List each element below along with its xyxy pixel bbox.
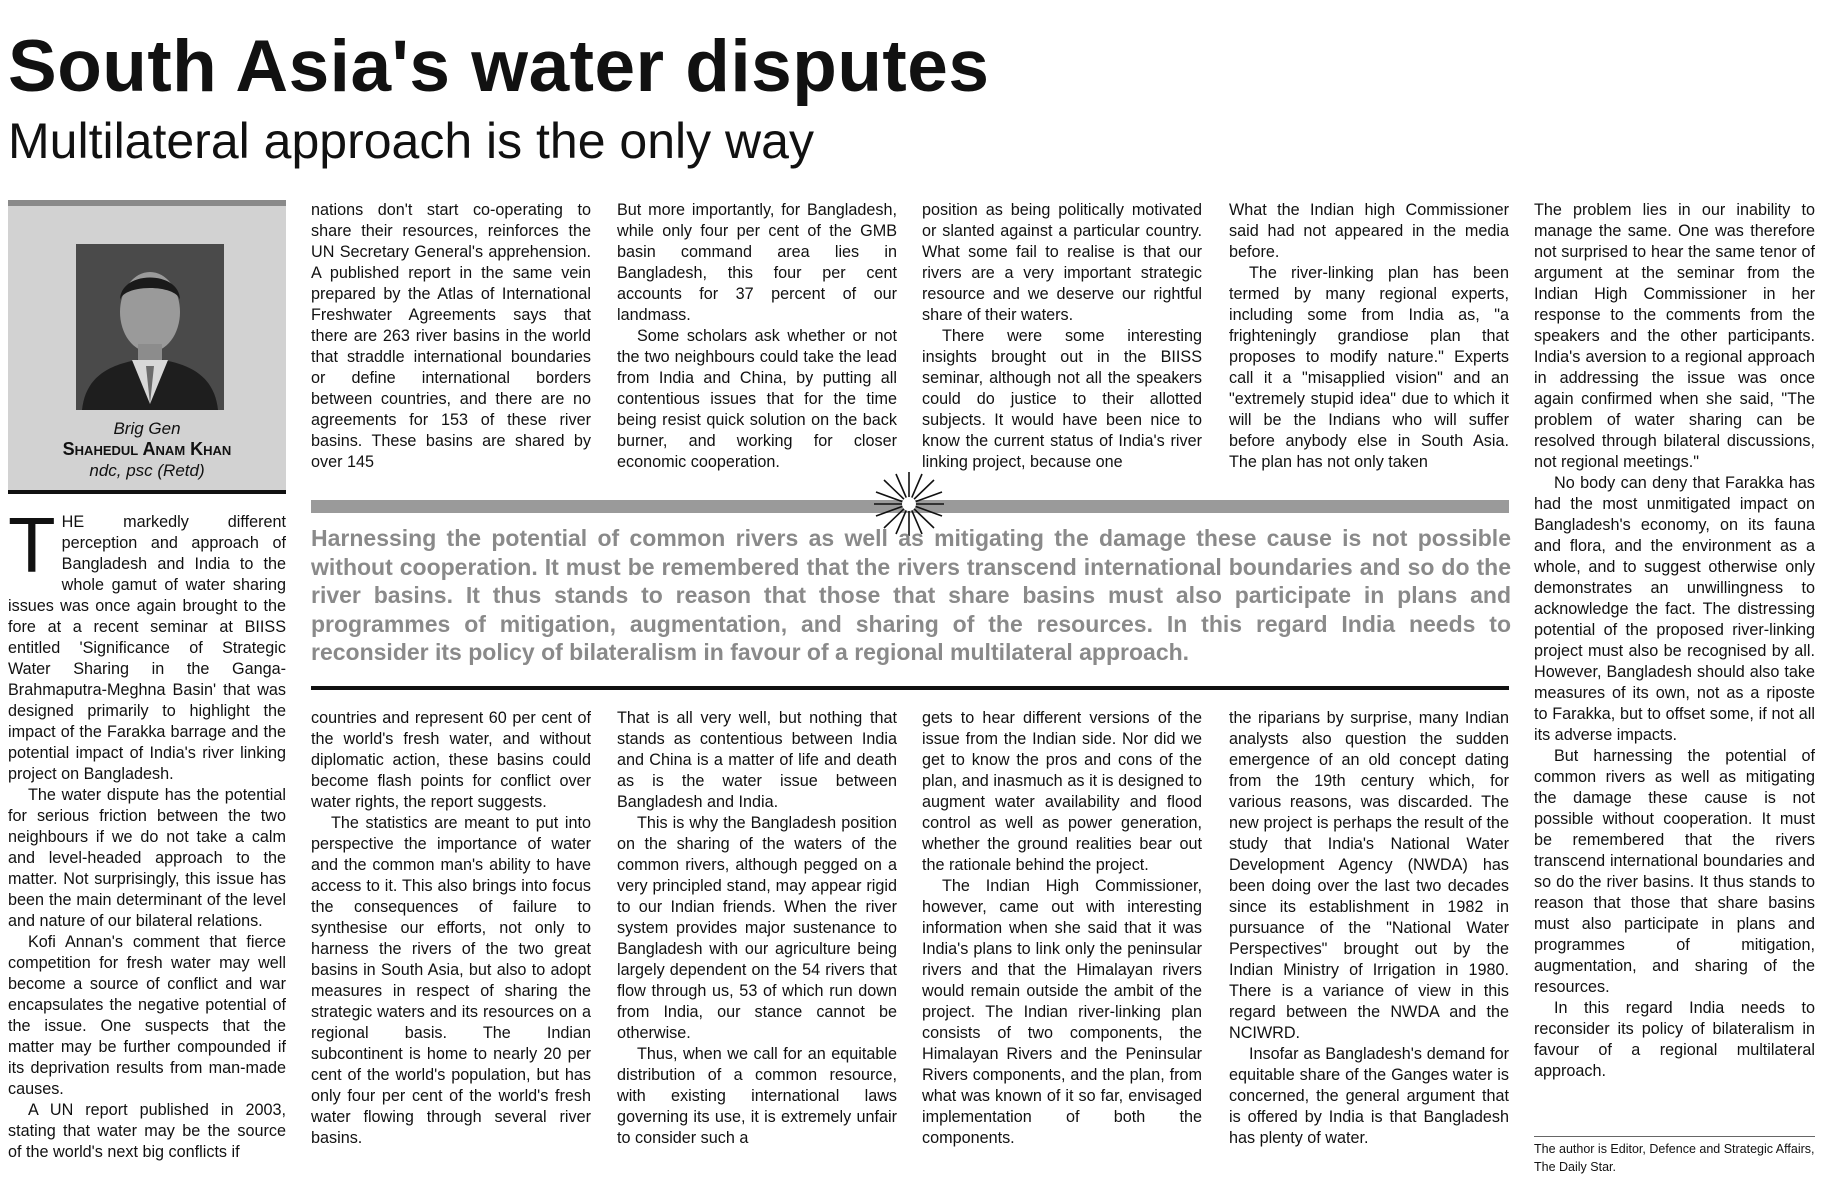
paragraph: In this regard India needs to reconsider its policy of bilateralism in favour of a regional multilateral approach. [1534, 999, 1815, 1080]
subheadline: Multilateral approach is the only way [8, 113, 814, 169]
paragraph: countries and represent 60 per cent of the world's fresh water, and without diplomatic action, these basins could become flash points for conflict over water rights, the report suggests. [311, 709, 591, 811]
paragraph: the riparians by surprise, many Indian analysts also question the sudden emergence of an old concept dating from the 19th century which, for various reasons, was discarded. The new project is perhaps the result of the study that India's National Water Development Agency (NWDA) has been doing over the last two decades since its establishment in 1982 in pursuance of the "National Water Perspectives" brought out by the Indian Ministry of Irrigation in 1980. There is a variance of view in this regard between the NWDA and the NCIWRD. [1229, 709, 1509, 1042]
column-6 [1534, 200, 1815, 1132]
paragraph: But harnessing the potential of common rivers as well as mitigating the damage these cause is not possible without cooperation. It must be remembered that the rivers transcend international boundaries and so do the river basins. It thus stands to reason that those that share basins must also participate in plans and programmes of mitigation, augmentation, and sharing of the resources. [1534, 747, 1815, 996]
paragraph: The river-linking plan has been termed by many regional experts, including some from India as, "a frighteningly grandiose plan that proposes to modify nature." Experts call it a "misapplied vision" and an "extremely stupid idea" due to which it will be the Indians who will suffer before anybody else in South Asia. The plan has not only taken [1229, 264, 1509, 471]
column-1 [8, 512, 286, 1174]
column-4-bottom [922, 708, 1202, 1172]
byline [8, 418, 286, 481]
paragraph: What the Indian high Commissioner said had not appeared in the media before. [1229, 201, 1509, 261]
author-box-rule [8, 490, 286, 494]
paragraph: Kofi Annan's comment that fierce competition for fresh water may well become a source of conflict and war encapsulates the negative potential of the issue. One suspects that the matter may be further compounded if its deprivation results from man-made causes. [8, 933, 286, 1098]
paragraph: nations don't start co-operating to share their resources, reinforces the UN Secretary General's apprehension. A published report in the same vein prepared by the Atlas of International Freshwater Agreements says that there are 263 river basins in the world that straddle international boundaries or define international borders between countries, and there are no agreements for 153 of these river basins. These basins are shared by over 145 [311, 201, 591, 471]
column-3-top [617, 200, 897, 472]
author-name: Shahedul Anam Khan [62, 439, 232, 459]
paragraph: But more importantly, for Bangladesh, while only four per cent of the GMB basin command area lies in Bangladesh, this four per cent accounts for 37 percent of our landmass. [617, 201, 897, 324]
paragraph: The Indian High Commissioner, however, came out with interesting information when she said that it was India's plans to link only the peninsular rivers and that the Himalayan rivers would remain outside the ambit of the project. The Indian river-linking plan consists of two components, the Himalayan Rivers and the Peninsular Rivers components, and the plan, from what was known of it so far, envisaged implementation of both the components. [922, 877, 1202, 1147]
headline: South Asia's water disputes [8, 26, 990, 107]
paragraph: A UN report published in 2003, stating that water may be the source of the world's next big conflicts if [8, 1101, 286, 1161]
column-5-top [1229, 200, 1509, 472]
paragraph: There were some interesting insights brought out in the BIISS seminar, although not all the speakers could do justice to their allotted subjects. It would have been nice to know the current status of India's river linking project, because one [922, 327, 1202, 471]
pullquote: Harnessing the potential of common rivers as well as mitigating the damage these cause is not possible without cooperation. It must be remembered that the rivers transcend international boundaries and so do the river basins. It thus stands to reason that those that share basins must also participate in plans and programmes of mitigation, augmentation, and sharing of the resources. In this regard India needs to reconsider its policy of bilateralism in favour of a regional multilateral approach. [311, 525, 1511, 665]
drop-cap: T [8, 512, 56, 589]
column-2-top [311, 200, 591, 472]
author-photo [76, 244, 224, 410]
column-3-bottom [617, 708, 897, 1172]
paragraph: The water dispute has the potential for serious friction between the two neighbours if we do not take a calm and level-headed approach to the matter. Not surprisingly, this issue has been the main determinant of the level and nature of our bilateral relations. [8, 786, 286, 930]
paragraph: No body can deny that Farakka has had the most unmitigated impact on Bangladesh's economy, on its fauna and flora, and the environment as a whole, and to suggest otherwise only demonstrates an unwillingness to acknowledge the fact. The distressing potential of the proposed river-linking project must also be recognised by all. However, Bangladesh should also take measures of its own, not as a riposte to Farakka, but to offset some, if not all its adverse impacts. [1534, 474, 1815, 744]
paragraph [8, 512, 286, 785]
paragraph: The problem lies in our inability to manage the same. One was therefore not surprised to hear the same tenor of argument at the seminar from the Indian High Commissioner in her response to the comments from the speakers and the other participants. India's aversion to a regional approach in addressing the issue was once again confirmed when she said, "The problem of water sharing can be resolved through bilateral discussions, not regional meetings." [1534, 201, 1815, 471]
paragraph: That is all very well, but nothing that stands as contentious between India and China is a matter of life and death as is the water issue between Bangladesh and India. [617, 709, 897, 811]
column-2-bottom [311, 708, 591, 1172]
paragraph: position as being politically motivated or slanted against a particular country. What some fail to realise is that our rivers are a very important strategic resource and we deserve our rightful share of their waters. [922, 201, 1202, 324]
paragraph: The statistics are meant to put into perspective the importance of water and the common man's ability to have access to it. This also brings into focus the consequences of failure to synthesise our efforts, not only to harness the rivers of the two great basins in South Asia, but also to adopt measures in respect of sharing the strategic waters and its resources on a regional basis. The Indian subcontinent is home to nearly 20 per cent of the world's population, but has only four per cent of the world's fresh water flowing through several river basins. [311, 814, 591, 1147]
author-postnominals: ndc, psc (Retd) [89, 461, 205, 480]
author-box [8, 200, 286, 494]
paragraph: Insofar as Bangladesh's demand for equitable share of the Ganges water is concerned, the general argument that is offered by India is that Bangladesh has plenty of water. [1229, 1045, 1509, 1147]
paragraph: Thus, when we call for an equitable distribution of a common resource, with existing international laws governing its use, it is extremely unfair to consider such a [617, 1045, 897, 1147]
author-footnote: The author is Editor, Defence and Strategic Affairs, The Daily Star. [1534, 1142, 1815, 1174]
paragraph: This is why the Bangladesh position on the sharing of the waters of the common rivers, although pegged on a very principled stand, may appear rigid to our Indian friends. When the river system provides major sustenance to Bangladesh with our agriculture being largely dependent on the 54 rivers that flow through us, 53 of which run down from India, our stance cannot be otherwise. [617, 814, 897, 1042]
column-5-bottom [1229, 708, 1509, 1172]
paragraph: gets to hear different versions of the issue from the Indian side. Nor did we get to know the pros and cons of the plan, and inasmuch as it is designed to augment water availability and flood control as well as power generation, whether the ground realities bear out the rationale behind the project. [922, 709, 1202, 874]
footnote-rule [1534, 1136, 1815, 1137]
column-4-top [922, 200, 1202, 472]
author-rank: Brig Gen [113, 419, 181, 438]
pullquote-bottom-rule [311, 686, 1509, 690]
paragraph: Some scholars ask whether or not the two neighbours could take the lead from India and China, by putting all contentious issues that for the time being resist quick solution on the back burner, and working for closer economic cooperation. [617, 327, 897, 471]
paragraph-text: HE markedly different perception and approach of Bangladesh and India to the whole gamut of water sharing issues was once again brought to the fore at a recent seminar at BIISS entitled 'Significance of Strategic Water Sharing in the Ganga-Brahmaputra-Meghna Basin' that was designed primarily to highlight the impact of the Farakka barrage and the potential impact of India's river linking project on Bangladesh. [8, 513, 286, 783]
